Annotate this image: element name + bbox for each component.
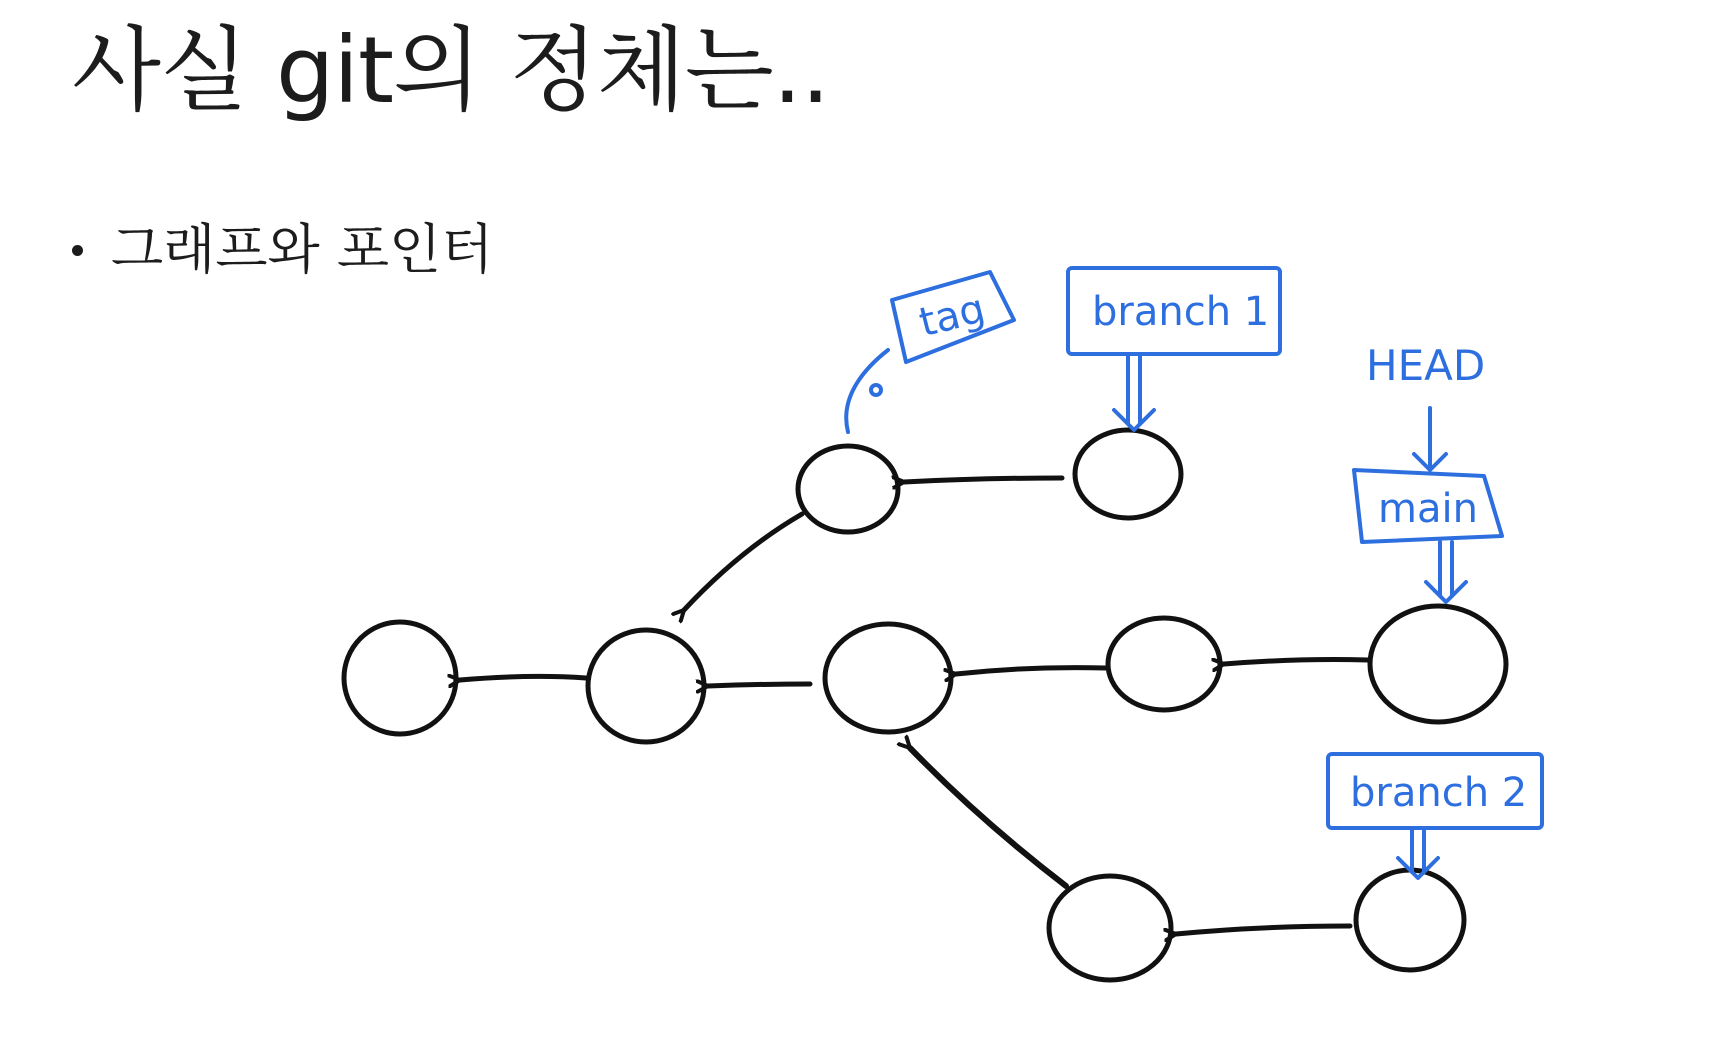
tag-label: tag [914, 285, 990, 347]
arrow-upper-to-2 [684, 514, 802, 610]
commit-node-branch1 [1075, 430, 1181, 518]
arrow-branch1-to-upper [904, 478, 1062, 482]
tag-pointer [846, 272, 1014, 432]
bullet-text: 그래프와 포인터 [111, 218, 494, 281]
arrow-2-to-1 [460, 676, 586, 680]
slide-title: 사실 git의 정체는.. [72, 17, 830, 124]
arrow-main-to-4 [1224, 660, 1368, 665]
arrow-3-to-2 [708, 684, 810, 686]
main-pointer [1354, 470, 1502, 602]
head-label: HEAD [1366, 341, 1486, 390]
branch2-label: branch 2 [1350, 770, 1528, 816]
arrow-branch2-to-lower [1176, 926, 1350, 934]
commit-node-2 [588, 630, 704, 742]
branch1-label: branch 1 [1092, 289, 1270, 335]
branch2-pointer [1328, 754, 1542, 878]
head-pointer [1366, 341, 1485, 470]
commit-node-4 [1108, 618, 1220, 710]
commit-node-upper-1 [798, 446, 898, 532]
branch1-pointer [1068, 268, 1280, 430]
arrow-lower-to-3 [910, 748, 1066, 886]
commit-node-1 [344, 622, 456, 734]
commit-node-lower-1 [1049, 876, 1171, 980]
parent-arrows [460, 478, 1368, 934]
main-label: main [1378, 486, 1478, 532]
commit-node-3 [825, 624, 951, 732]
commit-node-branch2 [1356, 870, 1464, 970]
arrow-4-to-3 [956, 668, 1106, 674]
commit-nodes [344, 430, 1506, 980]
commit-node-main [1370, 606, 1506, 722]
